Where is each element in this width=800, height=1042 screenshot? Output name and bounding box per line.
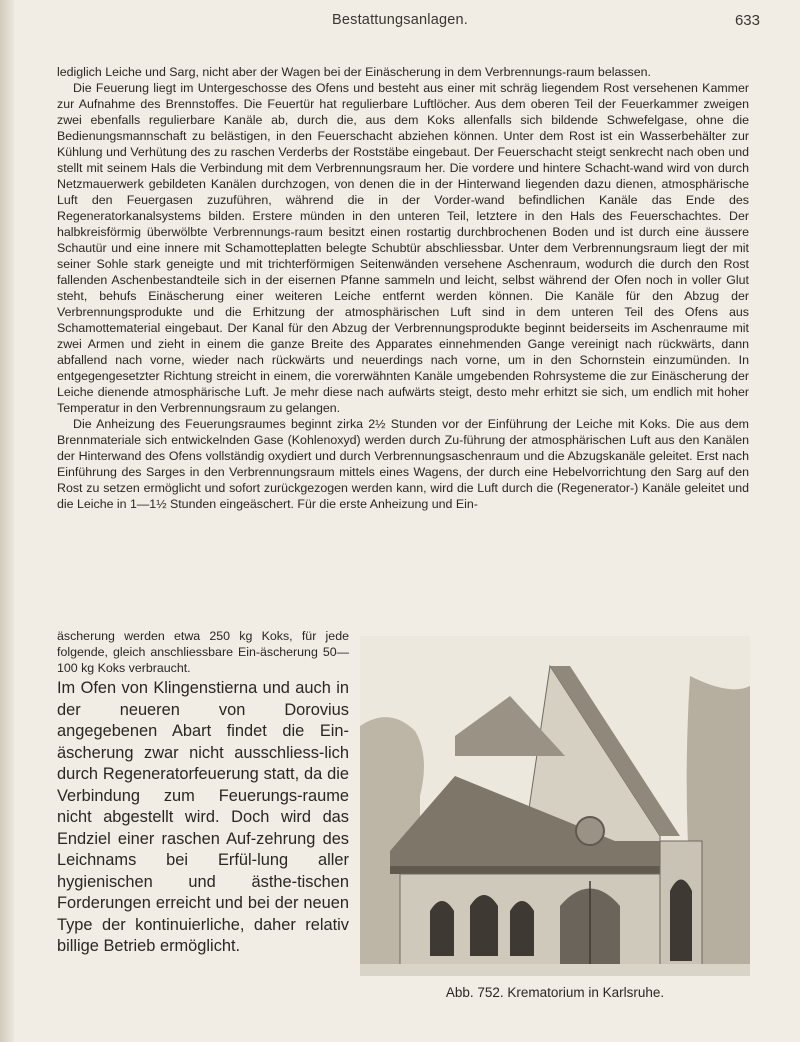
figure-krematorium xyxy=(360,636,750,976)
paragraph-2: Die Feuerung liegt im Untergeschosse des Ofens und besteht aus einer mit schräg liegendem Rost versehenen Kammer zur Aufnahme des Brennstoffes. Die Feuertür hat regulierbare Luftlöcher. Aus dem oberen Teil der Feuerkammer zweigen zwei ebenfalls regulierbare Kanäle ab, durch die, aus dem Koks allenfalls sich bildende Schwefelgase, ohne die Bedienungsmannschaft zu belästigen, in den Feuerschacht abziehen können. Unter dem Rost ist ein Wasserbehälter zur Kühlung und Verhütung des zu raschen Verderbs der Roststäbe eingebaut. Der Feuerschacht steigt senkrecht nach oben und stellt mit seinem Hals die Verbindung mit dem Verbrennungsraum her. Die vordere und hintere Schacht-wand wird von durch Netzmauerwerk gebildeten Kanälen durchzogen, von denen die in der Hinterwand liegenden dazu dienen, atmosphärische Luft den Feuergasen zuzuführen, während die in der Vorder-wand befindlichen Kanäle das Ende des Regeneratorkanalsystems bilden. Erstere münden in den unteren Teil, letztere in den Hals des Feuerschachtes. Der halbkreisförmig überwölbte Verbrennungs-raum besitzt einen rostartig durchbrochenen Boden und ist durch eine äussere Schautür und eine innere mit Schamotteplatten belegte Schubtür abschliessbar. Unter dem Verbrennungsraum liegt der mit seiner Sohle stark geneigte und mit trichterförmigen Seitenwänden versehene Aschenraum, wodurch die durch den Rost fallenden Aschenbestandteile sich in der eisernen Pfanne sammeln und leicht, selbst während der Ofen noch in voller Glut steht, behufs Einäscherung einer weiteren Leiche entfernt werden können. Die Kanäle für den Abzug der Verbrennungsprodukte und die Erhitzung der atmosphärischen Luft sind in dem unteren Teil des Ofens aus Schamottematerial eingebaut. Der Kanal für den Abzug der Verbrennungsprodukte beginnt beiderseits im Aschenraume mit zwei Armen und zieht in einem die ganze Breite des Apparates einnehmenden Gange vereinigt nach rückwärts, dann abfallend nach vorne, wieder nach rückwärts und neuerdings nach vorne, um in den Schornstein einzumünden. In entgegengesetzter Richtung streicht in einem, die vorerwähnten Kanäle umgebenden Rohrsysteme die zur Einäscherung der Leiche dienende atmosphärische Luft. Je mehr diese nach aufwärts steigt, desto mehr erhitzt sie sich, um endlich mit hoher Temperatur in den Verbrennungsraum zu gelangen. xyxy=(57,81,749,415)
wrapped-text xyxy=(57,628,349,958)
page-number: 633 xyxy=(734,12,760,29)
paragraph-3: Die Anheizung des Feuerungsraumes beginnt zirka 2½ Stunden vor der Einführung der Leiche mit Koks. Die aus dem Brennmateriale sich entwickelnden Gase (Kohlenoxyd) werden durch Zu-führung der atmosphärischen Luft aus den Kanälen der Hinterwand des Ofens vollständig oxydiert und durch Verbrennungsaschenraum und die Abzugskanäle geleitet. Erst nach Einführung des Sarges in den Verbrennungsraum mittels eines Wagens, der durch eine Hebelvorrichtung den Sarg auf den Rost zu setzen ermöglicht und sofort zurückgezogen werden kann, wird die Luft durch die (Regenerator-) Kanäle geleitet und die Leiche in 1—1½ Stunden eingeäschert. Für die erste Anheizung und Ein- xyxy=(57,417,749,511)
paragraph-continuation: äscherung werden etwa 250 kg Koks, für jede folgende, gleich anschliessbare Ein-äscherung 50—100 kg Koks verbraucht. xyxy=(57,629,349,675)
figure-caption: Abb. 752. Krematorium in Karlsruhe. xyxy=(445,985,665,1000)
paragraph-large: Im Ofen von Klingenstierna und auch in der neueren von Dorovius angegebenen Abart findet die Ein-äscherung zwar nicht ausschliess-lich durch Regeneratorfeuerung statt, da die Verbindung zum Feuerungs-raume nicht abgestellt wird. Doch wird das Endziel einer raschen Auf-zehrung des Leichnams bei Erfül-lung aller hygienischen und ästhe-tischen Forderungen erreicht und bei der neuen Type der kontinuierliche, daher relativ billige Betrieb ermöglicht. xyxy=(57,679,349,955)
running-title: Bestattungsanlagen. xyxy=(331,12,468,28)
krematorium-illustration xyxy=(360,636,750,976)
page-gutter xyxy=(0,0,14,1042)
paragraph-1: lediglich Leiche und Sarg, nicht aber der Wagen bei der Einäscherung in dem Verbrennungs-raum belassen. xyxy=(57,65,651,79)
main-text xyxy=(57,64,749,512)
